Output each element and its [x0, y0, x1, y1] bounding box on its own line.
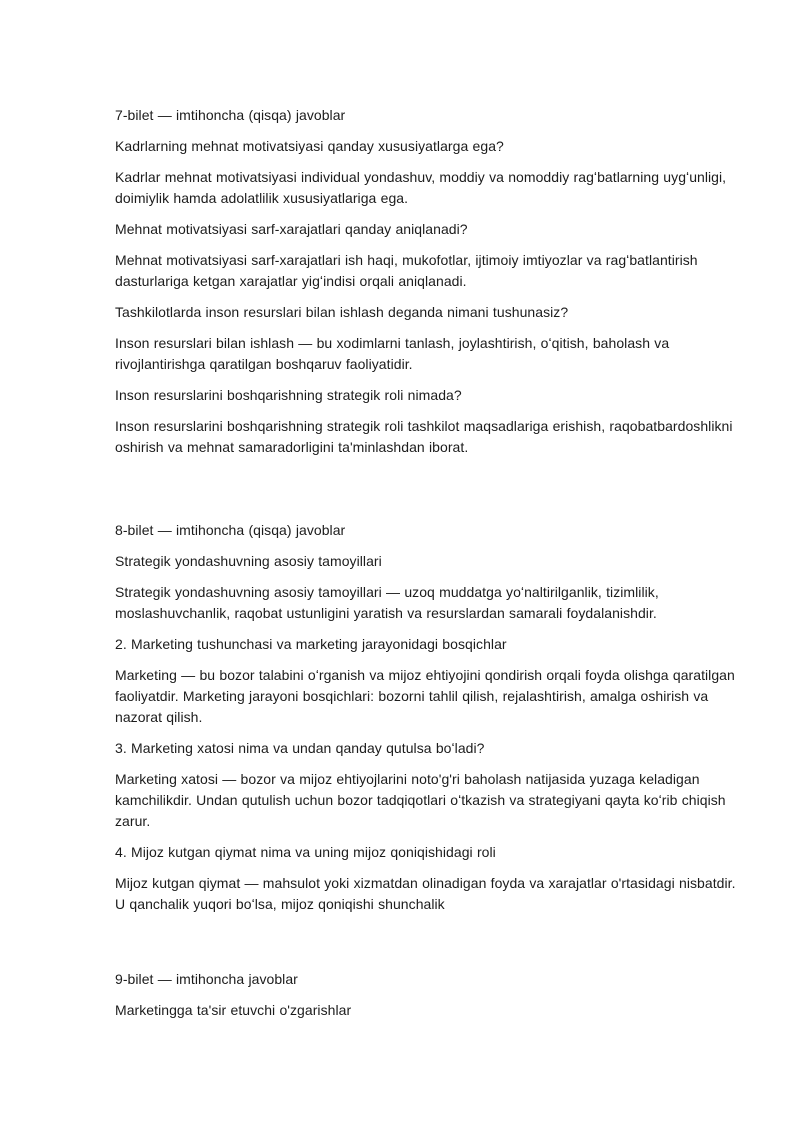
- section-7-bilet: [115, 105, 740, 458]
- section-heading: 8-bilet — imtihoncha (qisqa) javoblar: [115, 522, 346, 538]
- answer-paragraph: Inson resurslarini boshqarishning strategik roli tashkilot maqsadlariga erishish, raqobatbardoshlikni oshirish va mehnat samaradorligini ta'minlashdan iborat.: [115, 418, 733, 455]
- section-heading: 9-bilet — imtihoncha javoblar: [115, 971, 298, 987]
- answer-paragraph: Mijoz kutgan qiymat — mahsulot yoki xizmatdan olinadigan foyda va xarajatlar o'rtasidagi nisbatdir. U qanchalik yuqori boʻlsa, mijoz qoniqishi shunchalik: [115, 875, 736, 912]
- question-paragraph: Marketingga ta'sir etuvchi o'zgarishlar: [115, 1002, 352, 1018]
- question-paragraph: 2. Marketing tushunchasi va marketing jarayonidagi bosqichlar: [115, 636, 507, 652]
- section-spacer: [115, 925, 740, 969]
- question-paragraph: Kadrlarning mehnat motivatsiyasi qanday xususiyatlarga ega?: [115, 138, 504, 154]
- section-9-bilet: [115, 969, 740, 1021]
- answer-paragraph: Marketing xatosi — bozor va mijoz ehtiyojlarini noto'g'ri baholash natijasida yuzaga keladigan kamchilikdir. Undan qutulish uchun bozor tadqiqotlari oʻtkazish va strategiyani qayta koʻrib chiqish zarur.: [115, 771, 726, 829]
- section-spacer: [115, 468, 740, 520]
- answer-paragraph: Inson resurslari bilan ishlash — bu xodimlarni tanlash, joylashtirish, oʻqitish, baholash va rivojlantirishga qaratilgan boshqaruv faoliyatidir.: [115, 335, 670, 372]
- answer-paragraph: Mehnat motivatsiyasi sarf-xarajatlari ish haqi, mukofotlar, ijtimoiy imtiyozlar va ragʻbatlantirish dasturlariga ketgan xarajatlar yigʻindisi orqali aniqlanadi.: [115, 252, 698, 289]
- answer-paragraph: Marketing — bu bozor talabini oʻrganish va mijoz ehtiyojini qondirish orqali foyda olishga qaratilgan faoliyatdir. Marketing jarayoni bosqichlari: bozorni tahlil qilish, rejalashtirish, amalga oshirish va nazorat qilish.: [115, 667, 735, 725]
- section-heading: 7-bilet — imtihoncha (qisqa) javoblar: [115, 107, 346, 123]
- question-paragraph: 3. Marketing xatosi nima va undan qanday qutulsa boʻladi?: [115, 740, 485, 756]
- question-paragraph: 4. Mijoz kutgan qiymat nima va uning mijoz qoniqishidagi roli: [115, 844, 496, 860]
- question-paragraph: Inson resurslarini boshqarishning strategik roli nimada?: [115, 387, 462, 403]
- section-8-bilet: [115, 520, 740, 915]
- answer-paragraph: Strategik yondashuvning asosiy tamoyillari — uzoq muddatga yoʻnaltirilganlik, tizimlilik, moslashuvchanlik, raqobat ustunligini yaratish va resurslardan samarali foydalanishdir.: [115, 584, 659, 621]
- question-paragraph: Tashkilotlarda inson resurslari bilan ishlash deganda nimani tushunasiz?: [115, 304, 569, 320]
- question-paragraph: Strategik yondashuvning asosiy tamoyillari: [115, 553, 382, 569]
- question-paragraph: Mehnat motivatsiyasi sarf-xarajatlari qanday aniqlanadi?: [115, 221, 468, 237]
- answer-paragraph: Kadrlar mehnat motivatsiyasi individual yondashuv, moddiy va nomoddiy ragʻbatlarning uygʻunligi, doimiylik hamda adolatlilik xususiyatlariga ega.: [115, 169, 727, 206]
